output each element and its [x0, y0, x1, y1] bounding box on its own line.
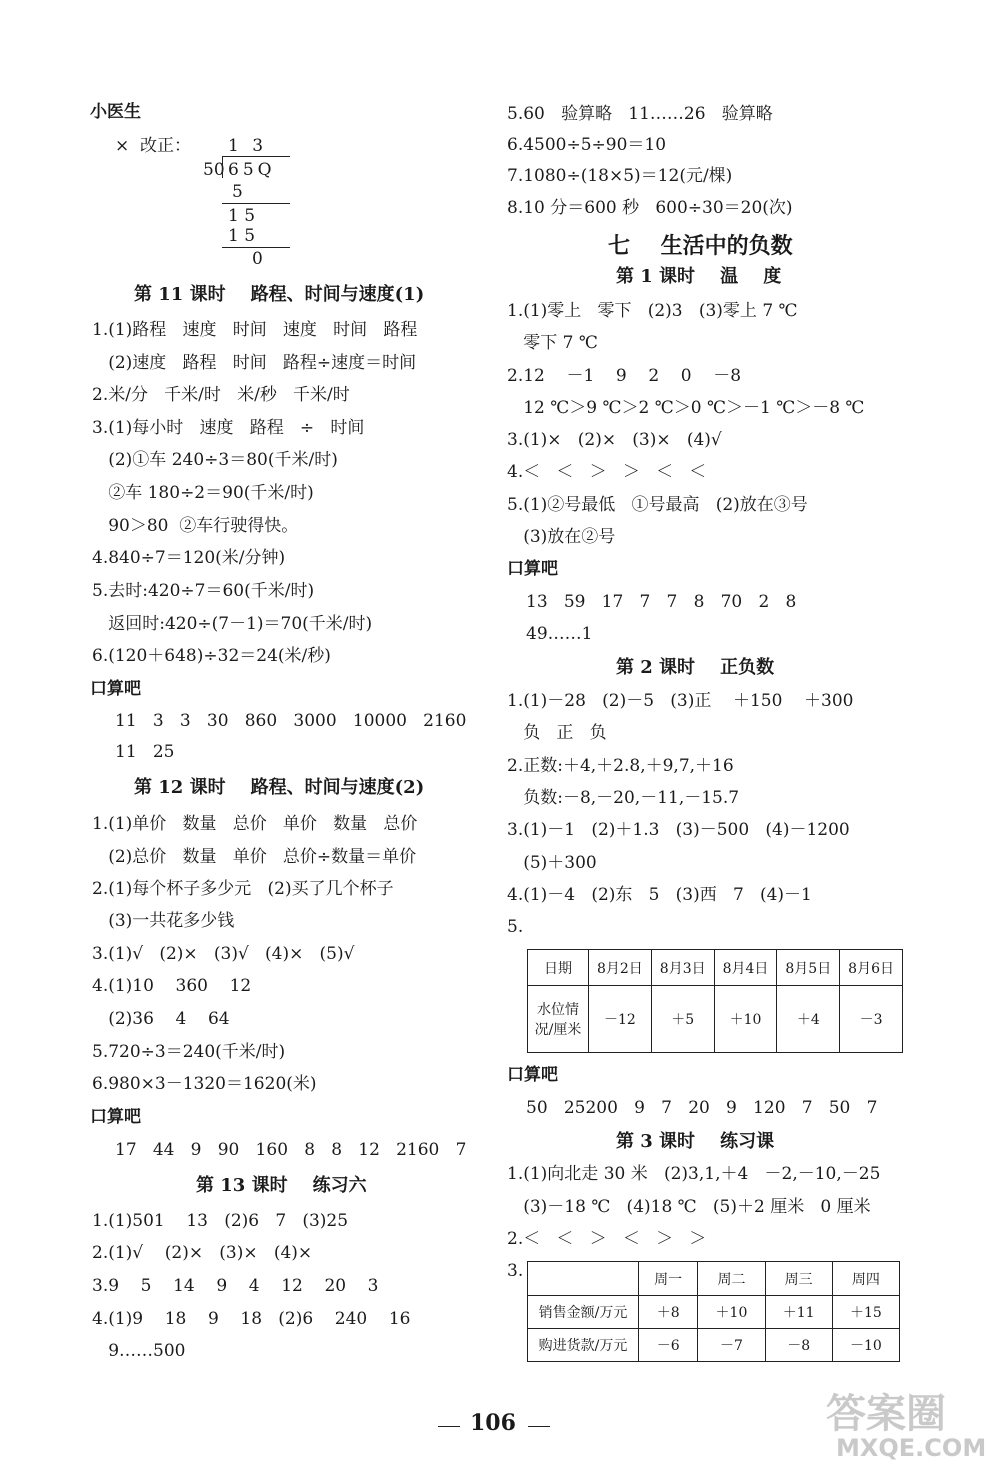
- answer-line: 12 ℃＞9 ℃＞2 ℃＞0 ℃＞－1 ℃＞－8 ℃: [507, 398, 865, 418]
- answer-line: 2.12 －1 9 2 0 －8: [507, 366, 742, 386]
- answer-line: (3)一共花多少钱: [92, 911, 235, 931]
- table-cell: ＋4: [777, 986, 840, 1053]
- row-label-line2: 况/厘米: [534, 1022, 582, 1038]
- answer-line: (2)总价 数量 单价 总价÷数量＝单价: [92, 847, 417, 867]
- answer-line: (2)①车 240÷3＝80(千米/时): [92, 450, 338, 470]
- answer-line: 2.米/分 千米/时 米/秒 千米/时: [92, 385, 350, 405]
- answer-line: 3.(1)× (2)× (3)× (4)√: [507, 430, 722, 450]
- answer-line: 6.4500÷5÷90＝10: [507, 135, 667, 155]
- division-quotient: 1 3: [228, 136, 268, 156]
- table-cell: ＋10: [698, 1296, 765, 1329]
- answer-line: 5.: [507, 917, 524, 937]
- kousuan-line: 13 59 17 7 7 8 70 2 8: [526, 592, 797, 612]
- correction-label: × 改正：: [115, 136, 192, 156]
- answer-line: 2.(1)每个杯子多少元 (2)买了几个杯子: [92, 879, 394, 899]
- answer-line: 3.9 5 14 9 4 12 20 3: [92, 1276, 379, 1296]
- table-header-cell: 周三: [765, 1262, 832, 1296]
- answer-line: 4.＜ ＜ ＞ ＞ ＜ ＜: [507, 462, 707, 482]
- table-row-label: [528, 986, 589, 1053]
- answer-line: ②车 180÷2＝90(千米/时): [92, 483, 314, 503]
- division-step3: 1 5: [228, 226, 256, 246]
- answer-line: 3.(1)每小时 速度 路程 ÷ 时间: [92, 418, 365, 438]
- answer-line: 负 正 负: [507, 723, 607, 743]
- water-level-table: [527, 949, 903, 1053]
- table-cell: －3: [840, 986, 903, 1053]
- table-header-cell: 8月2日: [589, 950, 652, 986]
- answer-line: (5)＋300: [507, 853, 597, 873]
- table-cell: ＋8: [639, 1296, 698, 1329]
- table-header-cell: 周二: [698, 1262, 765, 1296]
- answer-line: 8.10 分＝600 秒 600÷30＝20(次): [507, 198, 793, 218]
- answer-line: 5.60 验算略 11……26 验算略: [507, 104, 773, 124]
- lesson-11-title: 第 11 课时 路程、时间与速度(1): [134, 284, 425, 305]
- answer-line: 3.(1)－1 (2)＋1.3 (3)－500 (4)－1200: [507, 820, 850, 840]
- table-cell: ＋10: [714, 986, 777, 1053]
- answer-line: 2.正数:＋4,＋2.8,＋9,7,＋16: [507, 756, 734, 776]
- answer-line: 90＞80 ②车行驶得快。: [92, 516, 299, 536]
- kousuan-heading: 口算吧: [90, 1107, 141, 1127]
- watermark-url: MXQE.COM: [836, 1434, 987, 1462]
- answer-line: 6.980×3－1320＝1620(米): [92, 1074, 317, 1094]
- lesson-13-title: 第 13 课时 练习六: [196, 1175, 367, 1196]
- answer-line: 负数:－8,－20,－11,－15.7: [507, 788, 740, 808]
- answer-line: 1.(1)单价 数量 总价 单价 数量 总价: [92, 814, 418, 834]
- answer-line: 5.720÷3＝240(千米/时): [92, 1042, 286, 1062]
- answer-line: 2.(1)√ (2)× (3)× (4)×: [92, 1243, 313, 1263]
- table-header-cell: 日期: [528, 950, 589, 986]
- table-cell: ＋5: [651, 986, 714, 1053]
- answer-line: 1.(1)501 13 (2)6 7 (3)25: [92, 1211, 349, 1231]
- division-divisor: 50: [203, 160, 225, 180]
- answer-line: 4.(1)－4 (2)东 5 (3)西 7 (4)－1: [507, 885, 812, 905]
- division-line1: [222, 203, 290, 204]
- answer-line: 3.(1)√ (2)× (3)√ (4)× (5)√: [92, 944, 355, 964]
- table-cell: －12: [589, 986, 652, 1053]
- answer-line: (3)－18 ℃ (4)18 ℃ (5)＋2 厘米 0 厘米: [507, 1197, 871, 1217]
- division-line2: [222, 247, 290, 248]
- answer-line: 6.(120＋648)÷32＝24(米/秒): [92, 646, 331, 666]
- table-cell: ＋15: [832, 1296, 899, 1329]
- table-row-label: 购进货款/万元: [528, 1329, 639, 1362]
- lesson-2-title: 第 2 课时 正负数: [616, 657, 775, 678]
- answer-line: 2.＜ ＜ ＞ ＜ ＞ ＞: [507, 1229, 707, 1249]
- table-header-cell: [528, 1262, 639, 1296]
- division-dividend: 65Q: [228, 160, 276, 180]
- sales-table: [527, 1261, 900, 1362]
- table-header-cell: 周一: [639, 1262, 698, 1296]
- table-header-cell: 8月5日: [777, 950, 840, 986]
- answer-line: 7.1080÷(18×5)＝12(元/棵): [507, 166, 733, 186]
- kousuan-line: 11 3 3 30 860 3000 10000 2160: [115, 711, 467, 731]
- xiao-yi-sheng-heading: 小医生: [90, 102, 141, 122]
- answer-line: (3)放在②号: [507, 527, 616, 547]
- kousuan-heading: 口算吧: [90, 679, 141, 699]
- answer-line: 3.: [507, 1261, 524, 1281]
- table-cell: －7: [698, 1329, 765, 1362]
- kousuan-line: 11 25: [115, 742, 175, 762]
- table-header-cell: 周四: [832, 1262, 899, 1296]
- row-label-line1: 水位情: [537, 1002, 579, 1018]
- answer-line: (2)速度 路程 时间 路程÷速度＝时间: [92, 353, 417, 373]
- division-remainder: 0: [252, 249, 263, 269]
- footer-dash-left: [438, 1426, 460, 1427]
- table-cell: －6: [639, 1329, 698, 1362]
- answer-line: 4.840÷7＝120(米/分钟): [92, 548, 286, 568]
- page-number: 106: [470, 1410, 516, 1436]
- answer-line: (2)36 4 64: [92, 1009, 230, 1029]
- watermark-logo: 答案圈: [826, 1391, 946, 1437]
- kousuan-line: 50 25200 9 7 20 9 120 7 50 7: [526, 1098, 878, 1118]
- answer-line: 5.(1)②号最低 ①号最高 (2)放在③号: [507, 495, 808, 515]
- kousuan-heading: 口算吧: [507, 1065, 558, 1085]
- chapter-title: 七 生活中的负数: [608, 233, 793, 259]
- division-bracket: [222, 156, 223, 178]
- division-bar: [222, 156, 290, 157]
- answer-line: 1.(1)零上 零下 (2)3 (3)零上 7 ℃: [507, 301, 798, 321]
- footer-dash-right: [528, 1426, 550, 1427]
- answer-line: 5.去时:420÷7＝60(千米/时): [92, 581, 315, 601]
- answer-line: 1.(1)向北走 30 米 (2)3,1,＋4 －2,－10,－25: [507, 1164, 881, 1184]
- answer-line: 1.(1)－28 (2)－5 (3)正 ＋150 ＋300: [507, 691, 854, 711]
- answer-line: 4.(1)9 18 9 18 (2)6 240 16: [92, 1309, 411, 1329]
- table-row-label: 销售金额/万元: [528, 1296, 639, 1329]
- answer-line: 4.(1)10 360 12: [92, 976, 252, 996]
- lesson-12-title: 第 12 课时 路程、时间与速度(2): [134, 777, 425, 798]
- lesson-3-title: 第 3 课时 练习课: [616, 1131, 775, 1152]
- table-cell: －8: [765, 1329, 832, 1362]
- answer-line: 9……500: [92, 1341, 186, 1361]
- division-step1: 5: [232, 182, 243, 202]
- answer-line: 返回时:420÷(7－1)＝70(千米/时): [92, 614, 373, 634]
- kousuan-line: 49……1: [526, 624, 593, 644]
- table-header-cell: 8月3日: [651, 950, 714, 986]
- table-header-cell: 8月6日: [840, 950, 903, 986]
- table-header-cell: 8月4日: [714, 950, 777, 986]
- kousuan-heading: 口算吧: [507, 559, 558, 579]
- kousuan-line: 17 44 9 90 160 8 8 12 2160 7: [115, 1140, 467, 1160]
- lesson-1-title: 第 1 课时 温 度: [616, 266, 782, 287]
- table-cell: －10: [832, 1329, 899, 1362]
- answer-line: 1.(1)路程 速度 时间 速度 时间 路程: [92, 320, 418, 340]
- table-cell: ＋11: [765, 1296, 832, 1329]
- division-step2: 1 5: [228, 206, 256, 226]
- answer-line: 零下 7 ℃: [507, 333, 598, 353]
